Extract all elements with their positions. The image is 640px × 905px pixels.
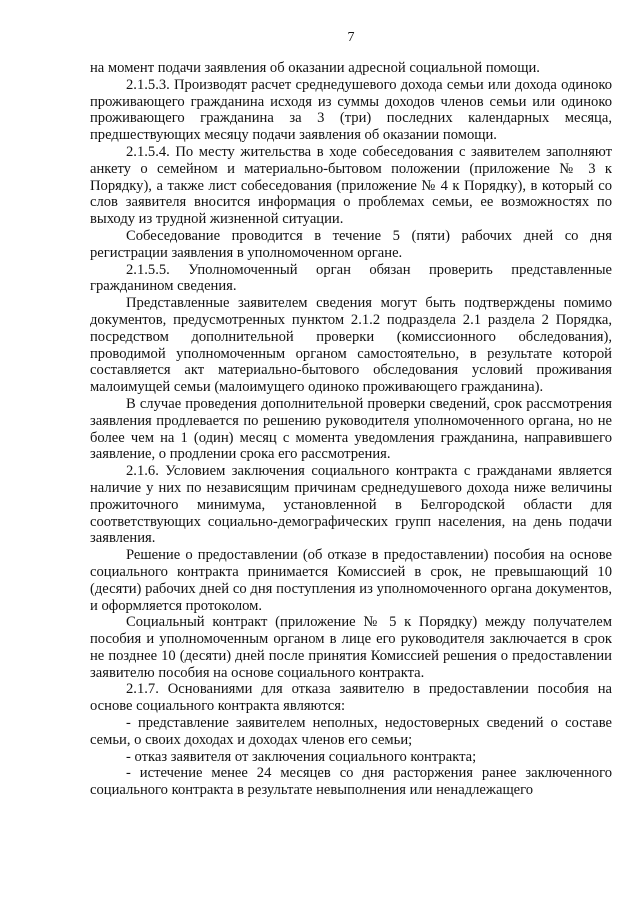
paragraph: 2.1.7. Основаниями для отказа заявителю в предоставлении пособия на основе социального контракта являются: [90, 681, 612, 715]
paragraph: В случае проведения дополнительной проверки сведений, срок рассмотрения заявления продлевается по решению руководителя уполномоченного органа, но не более чем на 1 (один) месяц с момента уведомления гражданина, направившего заявление, о продлении срока его рассмотрения. [90, 395, 612, 463]
paragraph: Социальный контракт (приложение № 5 к Порядку) между получателем пособия и уполномоченным органом в лице его руководителя заключается в срок не позднее 10 (десяти) дней после принятия Комиссией решения о предоставлении заявителю пособия на основе социального контракта. [90, 614, 612, 681]
paragraph: Представленные заявителем сведения могут быть подтверждены помимо документов, предусмотренных пунктом 2.1.2 подраздела 2.1 раздела 2 Порядка, посредством дополнительной проверки (комиссионного обследования), проводимой уполномоченным органом самостоятельно, в результате которой составляется акт материально-бытового обследования условий проживания малоимущей семьи (малоимущего одиноко проживающего гражданина). [90, 295, 612, 396]
paragraph: Решение о предоставлении (об отказе в предоставлении) пособия на основе социального контракта принимается Комиссией в срок, не превышающий 10 (десяти) рабочих дней со дня поступления из уполномоченного органа документов, и оформляется протоколом. [90, 547, 612, 614]
list-item: - истечение менее 24 месяцев со дня расторжения ранее заключенного социального контракта в результате невыполнения или ненадлежащего [90, 765, 612, 799]
paragraph: 2.1.5.3. Производят расчет среднедушевого дохода семьи или дохода одиноко проживающего гражданина исходя из суммы доходов членов семьи или одиноко проживающего гражданина за 3 (три) последних календарных месяца, предшествующих месяцу подачи заявления об оказании помощи. [90, 76, 612, 144]
paragraph: 2.1.6. Условием заключения социального контракта с гражданами является наличие у них по независящим причинам среднедушевого дохода ниже величины прожиточного минимума, установленной в Белгородской области для соответствующих социально-демографических групп населения, на день подачи заявления. [90, 463, 612, 547]
paragraph: Собеседование проводится в течение 5 (пяти) рабочих дней со дня регистрации заявления в уполномоченном органе. [90, 227, 612, 261]
paragraph: 2.1.5.5. Уполномоченный орган обязан проверить представленные гражданином сведения. [90, 261, 612, 295]
list-item: - отказ заявителя от заключения социального контракта; [126, 748, 477, 765]
paragraph: на момент подачи заявления об оказании адресной социальной помощи. [90, 60, 540, 76]
page-number: 7 [347, 30, 355, 45]
paragraph: 2.1.5.4. По месту жительства в ходе собеседования с заявителем заполняют анкету о семейном и материально-бытовом положении (приложение № 3 к Порядку), а также лист собеседования (приложение № 4 к Порядку), в который со слов заявителя вносится информация о проблемах семьи, ее возможностях по выходу из трудной жизненной ситуации. [90, 143, 612, 228]
list-item: - представление заявителем неполных, недостоверных сведений о составе семьи, о своих доходах и доходах членов его семьи; [90, 715, 612, 748]
